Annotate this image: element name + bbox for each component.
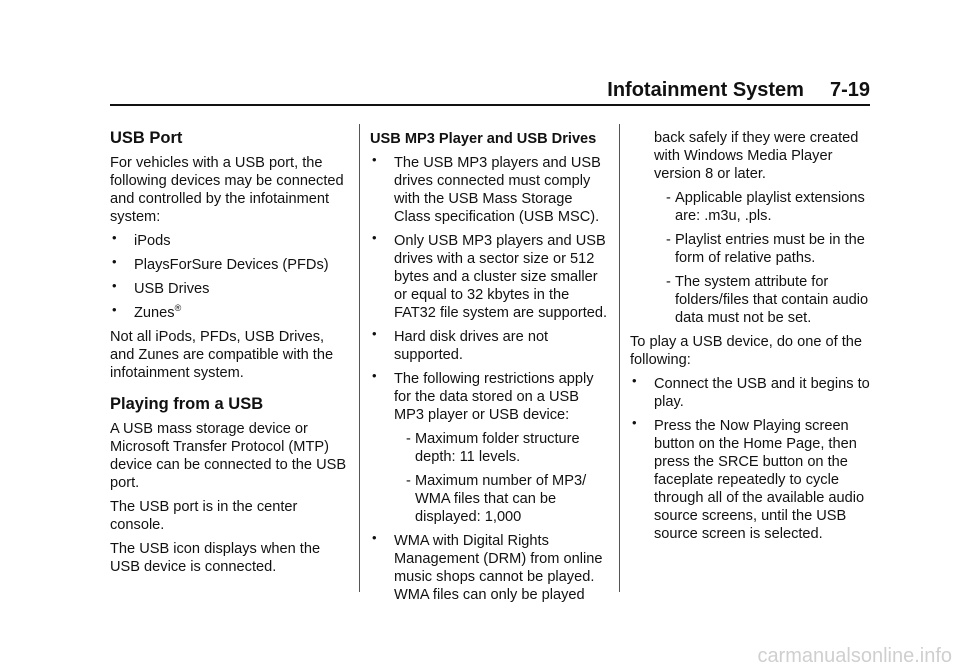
list-item: • Hard disk drives are not supported. [372,326,549,363]
list-item: - Maximum folder structure depth: 11 levels. [406,431,580,465]
column-divider-2 [619,124,620,592]
column-3 [630,129,870,549]
paragraph: Not all iPods, PFDs, USB Drives, and Zunes are compatible with the infotainment system. [110,329,334,381]
list-item: - Playlist entries must be in the form of relative paths. [666,232,865,266]
paragraph: To play a USB device, do one of the following: [630,334,863,368]
paragraph: A USB mass storage device or Microsoft Transfer Protocol (MTP) device can be connected to the USB port. [110,421,347,491]
column-divider-1 [359,124,360,592]
play-steps-list [630,375,870,543]
column-2 [370,130,610,610]
bullet-icon: • [372,530,377,545]
list-item: • The USB MP3 players and USB drives connected must comply with the USB Mass Storage Class specification (USB MSC). [372,152,601,225]
bullet-icon: • [112,278,117,293]
list-item: • iPods [112,230,171,249]
registered-mark: ® [174,303,182,314]
list-item: • Only USB MP3 players and USB drives with a sector size or 512 bytes and a cluster size smaller or equal to 32 kbytes in the FAT32 file system are supported. [372,230,608,321]
list-item: • Press the Now Playing screen button on the Home Page, then press the SRCE button on the faceplate repeatedly to cycle through all of the available audio source screens, until the USB source screen is selected. [632,415,865,542]
bullet-icon: • [632,373,637,388]
list-item: • WMA with Digital Rights Management (DRM) from online music shops cannot be played. WMA files can only be played [372,530,603,603]
bullet-icon: • [372,368,377,383]
paragraph: For vehicles with a USB port, the following devices may be connected and controlled by the infotainment system: [110,155,344,225]
paragraph: The USB icon displays when the USB device is connected. [110,541,321,575]
list-item: • The following restrictions apply for the data stored on a USB MP3 player or USB device: - Maximum folder structure depth: 11 levels. - Maximum number of MP3/ WMA files that can be displayed: 1,000 [370,370,610,526]
playing-from-usb-heading: Playing from a USB [110,395,264,413]
playlist-rules-list [654,189,870,327]
restrictions-list [394,430,610,526]
bullet-icon: • [112,254,117,269]
page-header [110,78,870,102]
device-list [110,232,350,322]
bullet-icon: • [372,326,377,341]
continued-text: back safely if they were created with Windows Media Player version 8 or later. [654,130,859,182]
bullet-icon: • [372,230,377,245]
usb-port-heading: USB Port [110,129,183,147]
list-item: • Connect the USB and it begins to play. [632,373,870,410]
watermark: carmanualsonline.info [757,645,952,667]
list-item: • Zunes® [112,302,182,321]
list-item: - Applicable playlist extensions are: .m3u, .pls. [666,190,865,224]
paragraph: The USB port is in the center console. [110,499,298,533]
bullet-icon: • [372,152,377,167]
list-item: - Maximum number of MP3/ WMA files that can be displayed: 1,000 [406,473,587,525]
requirements-list [370,154,610,604]
header-rule [110,104,870,106]
section-title: Infotainment System [607,79,804,101]
list-item: - The system attribute for folders/files that contain audio data must not be set. [666,274,869,326]
usb-mp3-heading: USB MP3 Player and USB Drives [370,131,597,147]
list-item: • USB Drives [112,278,210,297]
bullet-icon: • [112,302,117,317]
bullet-icon: • [112,230,117,245]
list-item: • PlaysForSure Devices (PFDs) [112,254,329,273]
column-1 [110,128,350,582]
bullet-icon: • [632,415,637,430]
page-number: 7-19 [829,79,870,101]
